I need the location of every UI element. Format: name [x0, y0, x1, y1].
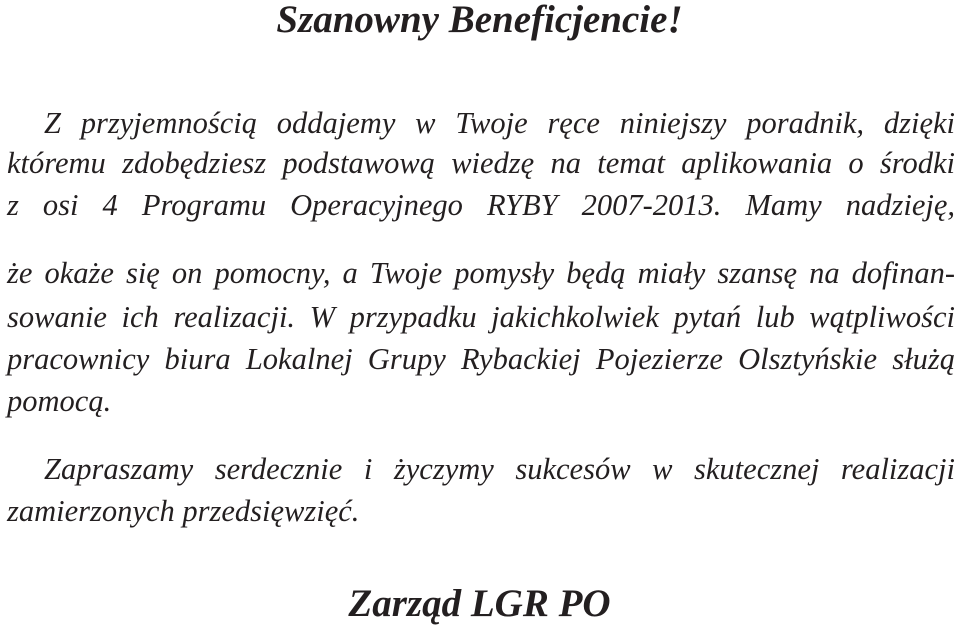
paragraph-line: sowanie ich realizacji. W przypadku jakichkolwiek pytań lub wątpliwości	[7, 300, 955, 334]
paragraph-line: pomocą.	[7, 384, 112, 418]
paragraph-line: pracownicy biura Lokalnej Grupy Rybackiej Pojezierze Olsztyńskie służą	[7, 342, 955, 376]
signature: Zarząd LGR PO	[348, 582, 611, 625]
paragraph-line: któremu zdobędziesz podstawową wiedzę na temat aplikowania o środki	[7, 146, 955, 180]
greeting-title: Szanowny Beneficjencie!	[276, 0, 683, 41]
paragraph-line: z osi 4 Programu Operacyjnego RYBY 2007-2013. Mamy nadzieję,	[7, 188, 955, 222]
paragraph-line: Zapraszamy serdecznie i życzymy sukcesów w skutecznej realizacji	[44, 452, 955, 486]
paragraph-line: Z przyjemnością oddajemy w Twoje ręce niniejszy poradnik, dzięki	[44, 106, 955, 140]
paragraph-line: zamierzonych przedsięwzięć.	[7, 494, 360, 528]
paragraph-line: że okaże się on pomocny, a Twoje pomysły będą miały szansę na dofinan-	[7, 256, 955, 290]
